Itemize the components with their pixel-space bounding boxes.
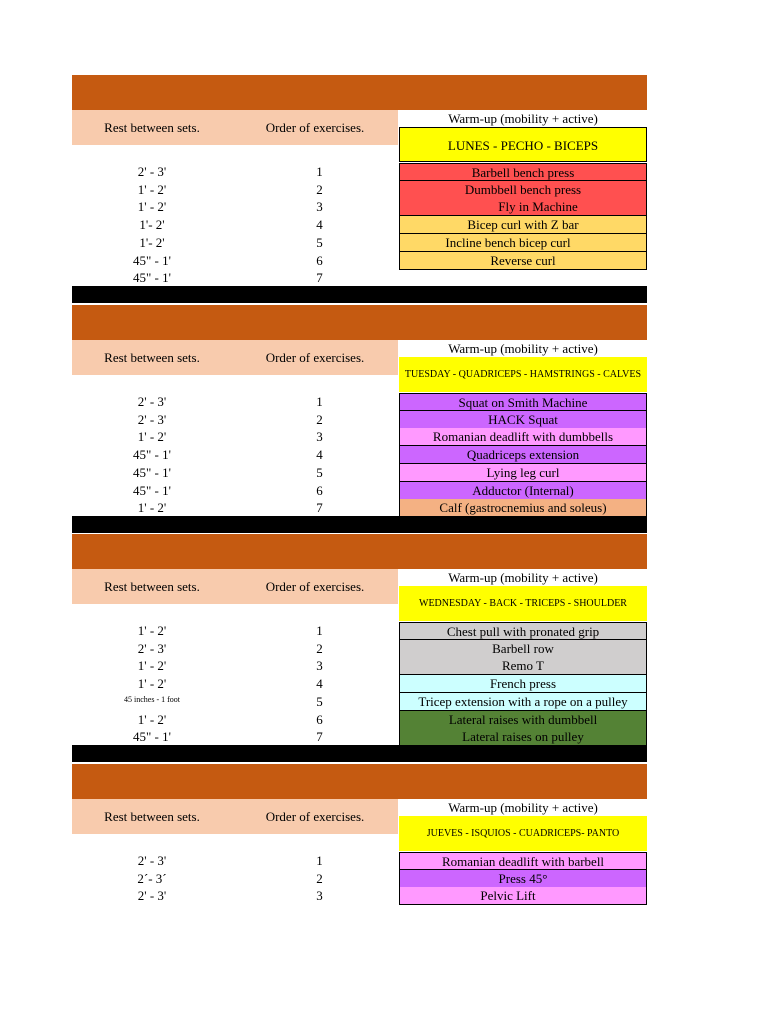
order-cell: 3	[316, 199, 323, 215]
order-cell: 5	[316, 234, 323, 250]
day-section	[72, 305, 647, 525]
day-title: TUESDAY - QUADRICEPS - HAMSTRINGS - CALVES	[399, 357, 647, 392]
exercise-cell: Pelvic Lift	[399, 887, 647, 905]
day-section	[72, 75, 647, 295]
section-divider	[72, 745, 647, 762]
exercise-cell: Barbell bench press	[399, 163, 647, 181]
table-row	[72, 728, 647, 746]
order-cell: 2	[316, 640, 323, 656]
warmup-label: Warm-up (mobility + active)	[448, 800, 598, 815]
exercise-cell: Lateral raises with dumbbell	[399, 711, 647, 729]
order-cell: 3	[316, 658, 323, 674]
rest-cell: 2´- 3´	[137, 870, 167, 886]
order-cell: 3	[316, 888, 323, 904]
rest-cell: 2' - 3'	[137, 888, 167, 904]
order-cell: 4	[316, 676, 323, 692]
order-header: Order of exercises.	[265, 120, 365, 135]
day-title: WEDNESDAY - BACK - TRICEPS - SHOULDER	[399, 586, 647, 621]
table-row	[72, 499, 647, 517]
rest-cell: 1' - 2'	[137, 181, 167, 197]
rest-cell: 1'- 2'	[139, 234, 165, 250]
order-cell: 2	[316, 411, 323, 427]
order-cell: 1	[316, 394, 323, 409]
order-cell: 7	[316, 270, 323, 286]
table-row	[72, 693, 647, 711]
rest-cell: 45" - 1'	[133, 447, 171, 463]
exercise-cell: Calf (gastrocnemius and soleus)	[399, 499, 647, 517]
rest-header: Rest between sets.	[104, 120, 200, 135]
exercise-cell: Fly in Machine	[399, 198, 647, 216]
order-cell: 2	[316, 181, 323, 197]
table-row	[72, 711, 647, 729]
table-row	[72, 482, 647, 500]
day-title: LUNES - PECHO - BICEPS	[399, 127, 647, 162]
exercise-cell: Dumbbell bench press	[399, 181, 647, 199]
table-row	[72, 234, 647, 252]
table-row	[72, 870, 647, 888]
rest-cell: 1'- 2'	[139, 217, 165, 233]
day-title: JUEVES - ISQUIOS - CUADRICEPS- PANTO	[399, 816, 647, 851]
order-header: Order of exercises.	[265, 579, 365, 594]
exercise-cell: Quadriceps extension	[399, 446, 647, 464]
rest-header: Rest between sets.	[104, 579, 200, 594]
order-cell: 4	[316, 447, 323, 463]
exercise-cell: Lateral raises on pulley	[399, 728, 647, 746]
exercise-cell: Tricep extension with a rope on a pulley	[399, 693, 647, 711]
order-cell: 2	[316, 870, 323, 886]
warmup-label: Warm-up (mobility + active)	[448, 341, 598, 356]
table-row	[72, 852, 647, 870]
order-cell: 6	[316, 482, 323, 498]
rest-cell: 45" - 1'	[133, 252, 171, 268]
order-cell: 7	[316, 500, 323, 516]
rest-cell: 1' - 2'	[137, 429, 167, 445]
order-cell: 6	[316, 252, 323, 268]
rest-cell: 2' - 3'	[137, 640, 167, 656]
rest-cell: 45" - 1'	[133, 729, 171, 745]
order-cell: 6	[316, 711, 323, 727]
section-header-band	[72, 534, 647, 569]
order-cell: 7	[316, 729, 323, 745]
rest-cell: 2' - 3'	[137, 853, 167, 868]
table-row	[72, 446, 647, 464]
section-header-band	[72, 75, 647, 110]
day-section	[72, 764, 647, 984]
rest-header: Rest between sets.	[104, 350, 200, 365]
warmup-label: Warm-up (mobility + active)	[448, 111, 598, 126]
order-cell: 1	[316, 164, 323, 179]
day-section	[72, 534, 647, 754]
table-row	[72, 657, 647, 675]
table-row	[72, 464, 647, 482]
rest-cell: 45" - 1'	[133, 464, 171, 480]
rest-cell: 2' - 3'	[137, 411, 167, 427]
table-row	[72, 622, 647, 640]
table-row	[72, 181, 647, 199]
table-row	[72, 163, 647, 181]
rest-cell: 2' - 3'	[137, 164, 167, 179]
rest-cell: 1' - 2'	[137, 658, 167, 674]
order-header: Order of exercises.	[265, 809, 365, 824]
warmup-label: Warm-up (mobility + active)	[448, 570, 598, 585]
rest-cell: 1' - 2'	[137, 711, 167, 727]
table-row	[72, 252, 647, 270]
exercise-cell: Incline bench bicep curl	[399, 234, 647, 252]
table-row	[72, 269, 647, 287]
exercise-cell: Bicep curl with Z bar	[399, 216, 647, 234]
rest-cell: 1' - 2'	[137, 199, 167, 215]
table-row	[72, 428, 647, 446]
exercise-cell: Chest pull with pronated grip	[399, 622, 647, 640]
rest-cell: 2' - 3'	[137, 394, 167, 409]
section-header-band	[72, 305, 647, 340]
order-cell: 1	[316, 853, 323, 868]
rest-cell: 45" - 1'	[133, 270, 171, 286]
section-divider	[72, 516, 647, 533]
rest-cell: 1' - 2'	[137, 623, 167, 638]
order-cell: 3	[316, 429, 323, 445]
section-header-band	[72, 764, 647, 799]
rest-header: Rest between sets.	[104, 809, 200, 824]
rest-cell: 1' - 2'	[137, 676, 167, 692]
table-row	[72, 393, 647, 411]
order-cell: 5	[316, 464, 323, 480]
exercise-cell: Press 45°	[399, 870, 647, 888]
exercise-cell: Remo T	[399, 657, 647, 675]
order-cell: 5	[316, 693, 323, 709]
exercise-cell: HACK Squat	[399, 411, 647, 429]
exercise-cell: French press	[399, 675, 647, 693]
table-row	[72, 640, 647, 658]
exercise-cell: Adductor (Internal)	[399, 482, 647, 500]
table-row	[72, 198, 647, 216]
table-row	[72, 887, 647, 905]
exercise-cell: Squat on Smith Machine	[399, 393, 647, 411]
order-cell: 4	[316, 217, 323, 233]
order-cell: 1	[316, 623, 323, 638]
table-row	[72, 675, 647, 693]
rest-cell: 45 inches - 1 foot	[124, 694, 180, 704]
exercise-cell: Reverse curl	[399, 252, 647, 270]
table-row	[72, 411, 647, 429]
table-row	[72, 216, 647, 234]
rest-cell: 1' - 2'	[137, 500, 167, 516]
section-divider	[72, 286, 647, 303]
exercise-cell: Barbell row	[399, 640, 647, 658]
rest-cell: 45" - 1'	[133, 482, 171, 498]
exercise-cell: Romanian deadlift with dumbbells	[399, 428, 647, 446]
order-header: Order of exercises.	[265, 350, 365, 365]
exercise-cell: Romanian deadlift with barbell	[399, 852, 647, 870]
exercise-cell: Lying leg curl	[399, 464, 647, 482]
